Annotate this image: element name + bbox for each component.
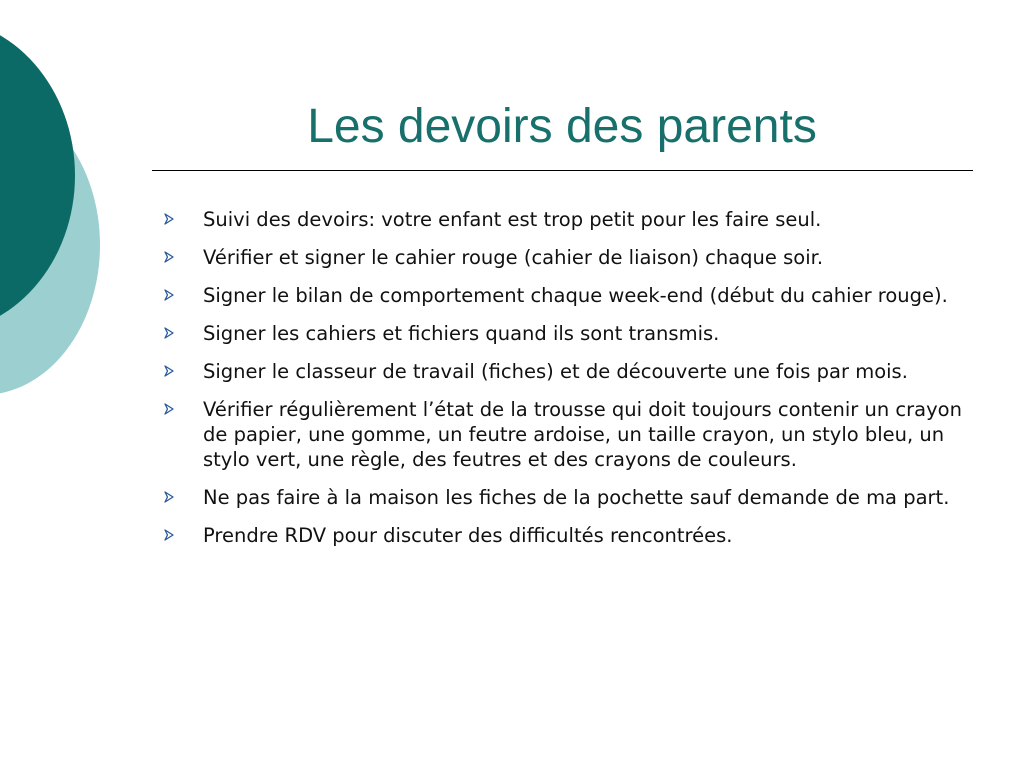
bullet-text: Prendre RDV pour discuter des difficultés rencontrées.: [203, 524, 733, 547]
arrowhead-bullet-icon: [163, 403, 175, 415]
arrowhead-bullet-icon: [163, 251, 175, 263]
bullet-text: Vérifier et signer le cahier rouge (cahier de liaison) chaque soir.: [203, 246, 824, 269]
arrowhead-bullet-icon: [163, 327, 175, 339]
bullet-text: Ne pas faire à la maison les fiches de la pochette sauf demande de ma part.: [203, 486, 950, 509]
list-item: [163, 485, 963, 510]
title-divider: [152, 170, 973, 171]
slide-title: Les devoirs des parents: [307, 100, 817, 153]
bullet-text: Signer le bilan de comportement chaque week-end (début du cahier rouge).: [203, 284, 948, 307]
list-item: [163, 523, 963, 548]
bullet-text: Signer les cahiers et fichiers quand ils sont transmis.: [203, 322, 720, 345]
list-item: [163, 359, 963, 384]
list-item: [163, 397, 963, 472]
list-item: [163, 245, 963, 270]
arrowhead-bullet-icon: [163, 491, 175, 503]
arrowhead-bullet-icon: [163, 289, 175, 301]
bullet-text: Vérifier régulièrement l’état de la trousse qui doit toujours contenir un crayon de papier, une gomme, un feutre ardoise, un taille crayon, un stylo bleu, un stylo vert, une règle, des feutres et des crayons de couleurs.: [203, 398, 962, 471]
arrowhead-bullet-icon: [163, 529, 175, 541]
list-item: [163, 207, 963, 232]
list-item: [163, 283, 963, 308]
bullet-list: [163, 207, 963, 561]
bullet-text: Signer le classeur de travail (fiches) et de découverte une fois par mois.: [203, 360, 908, 383]
bullet-text: Suivi des devoirs: votre enfant est trop petit pour les faire seul.: [203, 208, 822, 231]
list-item: [163, 321, 963, 346]
arrowhead-bullet-icon: [163, 365, 175, 377]
arrowhead-bullet-icon: [163, 213, 175, 225]
